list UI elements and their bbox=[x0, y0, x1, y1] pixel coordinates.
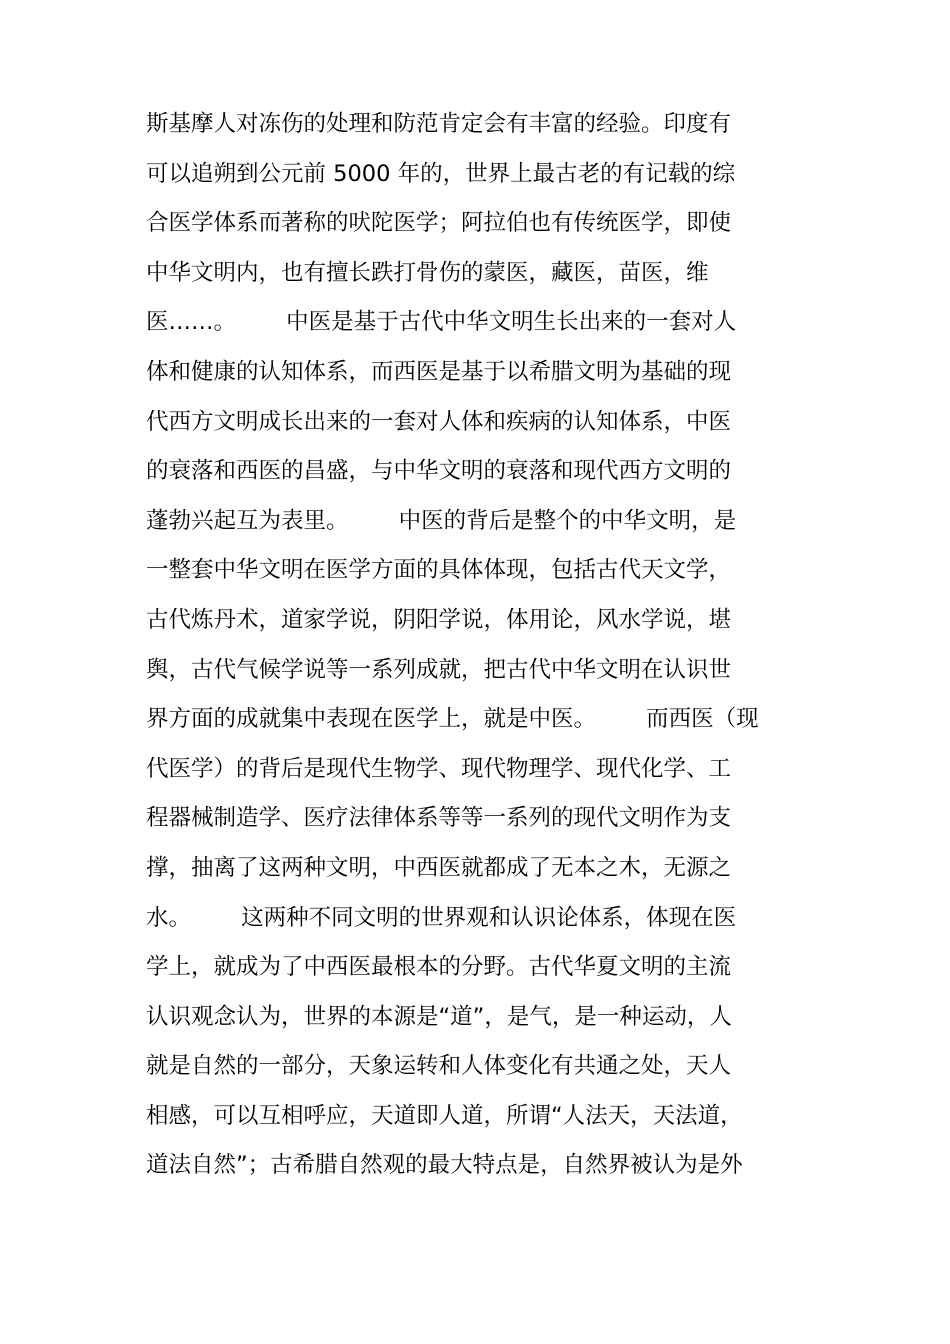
text-line-18: 学上，就成为了中西医最根本的分野。古代华夏文明的主流 bbox=[146, 954, 732, 981]
text-line-19: 认识观念认为，世界的本源是“道”，是气，是一种运动，人 bbox=[146, 1003, 732, 1030]
text-line-20: 就是自然的一部分，天象运转和人体变化有共通之处，天人 bbox=[146, 1053, 732, 1080]
text-line-8: 的衰落和西医的昌盛，与中华文明的衰落和现代西方文明的 bbox=[146, 458, 732, 485]
text-line-11: 古代炼丹术，道家学说，阴阳学说，体用论，风水学说，堪 bbox=[146, 606, 732, 633]
text-line-22: 道法自然”；古希腊自然观的最大特点是，自然界被认为是外 bbox=[146, 1152, 743, 1179]
text-line-13: 界方面的成就集中表现在医学上，就是中医。 而西医（现 bbox=[146, 706, 759, 733]
text-line-1: 斯基摩人对冻伤的处理和防范肯定会有丰富的经验。印度有 bbox=[146, 111, 732, 137]
text-line-10: 一整套中华文明在医学方面的具体体现，包括古代天文学， bbox=[146, 557, 732, 584]
text-line-2: 可以追朔到公元前 5000 年的，世界上最古老的有记载的综 bbox=[146, 160, 736, 187]
body-text bbox=[146, 100, 816, 1191]
text-line-5: 医……。 中医是基于古代中华文明生长出来的一套对人 bbox=[146, 309, 737, 336]
text-line-15: 程器械制造学、医疗法律体系等等一系列的现代文明作为支 bbox=[146, 805, 732, 832]
text-line-9: 蓬勃兴起互为表里。 中医的背后是整个的中华文明，是 bbox=[146, 507, 737, 534]
text-line-17: 水。 这两种不同文明的世界观和认识论体系，体现在医 bbox=[146, 904, 737, 931]
text-line-3: 合医学体系而著称的吠陀医学；阿拉伯也有传统医学，即使 bbox=[146, 210, 732, 237]
text-line-4: 中华文明内，也有擅长跌打骨伤的蒙医，藏医，苗医，维 bbox=[146, 259, 709, 286]
text-line-21: 相感，可以互相呼应，天道即人道，所谓“人法天，天法道， bbox=[146, 1102, 743, 1129]
text-line-16: 撑，抽离了这两种文明，中西医就都成了无本之木，无源之 bbox=[146, 854, 732, 881]
text-line-7: 代西方文明成长出来的一套对人体和疾病的认知体系，中医 bbox=[146, 408, 732, 435]
text-line-6: 体和健康的认知体系，而西医是基于以希腊文明为基础的现 bbox=[146, 358, 732, 385]
text-line-14: 代医学）的背后是现代生物学、现代物理学、现代化学、工 bbox=[146, 755, 732, 782]
text-line-12: 舆，古代气候学说等一系列成就，把古代中华文明在认识世 bbox=[146, 656, 732, 683]
